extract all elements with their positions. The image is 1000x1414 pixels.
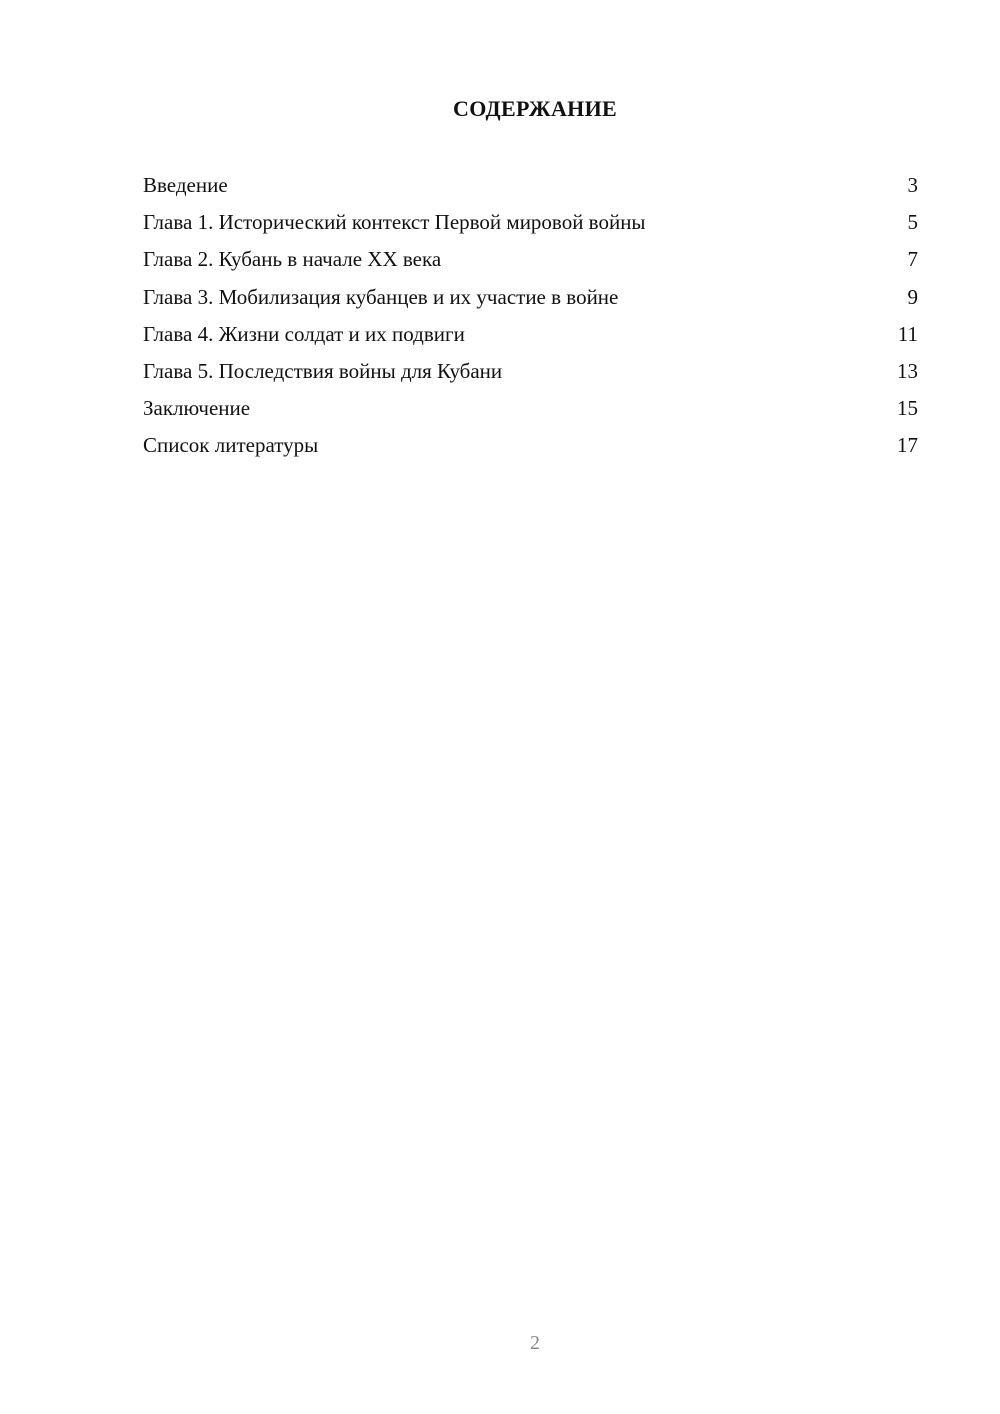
toc-entry-label: Список литературы <box>143 433 319 458</box>
toc-entry-label: Введение <box>143 173 228 197</box>
toc-entry-page: 3 <box>907 173 918 197</box>
toc-entry-page: 7 <box>907 247 918 272</box>
toc-entry-page: 11 <box>897 321 918 346</box>
toc-title: СОДЕРЖАНИЕ <box>453 96 617 121</box>
toc-entry-label: Глава 4. Жизни солдат и их подвиги <box>143 321 465 346</box>
toc-entry-page: 5 <box>907 210 918 235</box>
toc-entry <box>143 244 918 281</box>
toc-entry-page: 15 <box>897 396 918 421</box>
toc-entry-page: 13 <box>897 358 918 383</box>
toc-entry <box>143 170 918 207</box>
toc-entry-page: 17 <box>897 433 918 458</box>
table-of-contents <box>143 170 918 468</box>
toc-entry <box>143 207 918 244</box>
toc-entry-label: Глава 1. Исторический контекст Первой мировой войны <box>143 210 646 235</box>
toc-entry <box>143 430 918 467</box>
page-number: 2 <box>530 1332 540 1354</box>
toc-entry-label: Глава 5. Последствия войны для Кубани <box>143 358 503 383</box>
toc-entry <box>143 393 918 430</box>
toc-entry-label: Заключение <box>143 396 251 421</box>
toc-entry-label: Глава 3. Мобилизация кубанцев и их участие в войне <box>143 284 619 309</box>
toc-entry <box>143 282 918 319</box>
toc-entry-label: Глава 2. Кубань в начале XX века <box>143 247 442 272</box>
toc-entry-page: 9 <box>907 284 918 309</box>
toc-entry <box>143 319 918 356</box>
toc-entry <box>143 356 918 393</box>
